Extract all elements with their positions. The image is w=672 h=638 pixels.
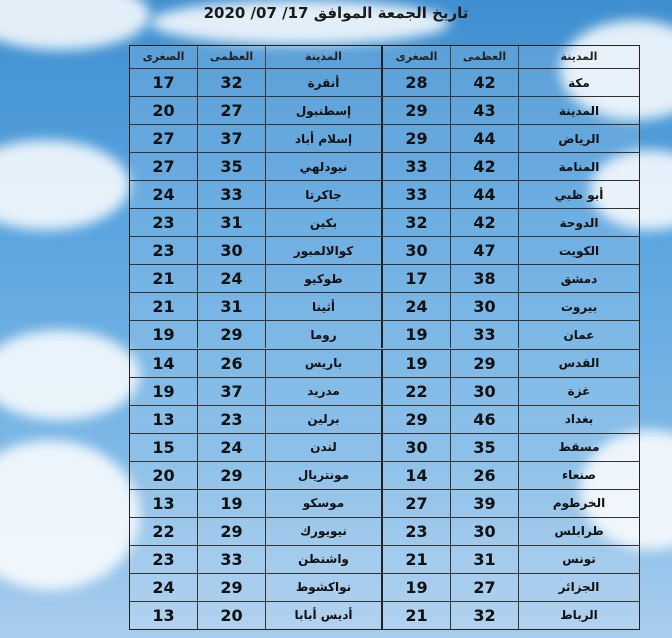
right-min-cell: 29: [383, 125, 451, 152]
right-max-cell: 31: [451, 546, 519, 573]
right-city-cell: الرياض: [558, 131, 600, 146]
left-max-cell: 37: [198, 125, 266, 152]
left-city-cell: أنقرة: [266, 69, 383, 96]
right-max-cell: 33: [451, 321, 519, 348]
right-city-cell: صنعاء: [562, 468, 596, 483]
left-city-cell: أديس أبابا: [266, 602, 383, 629]
table-row: [130, 264, 639, 292]
right-max-cell: 42: [451, 153, 519, 180]
right-city-cell: تونس: [562, 552, 596, 567]
left-min-cell: 17: [130, 69, 198, 96]
right-city-cell: الجزائر: [558, 580, 600, 595]
right-min-cell: 33: [383, 181, 451, 208]
left-min-cell: 27: [130, 125, 198, 152]
left-max-cell: 29: [198, 574, 266, 601]
left-min-cell: 15: [130, 434, 198, 461]
weather-table: [129, 45, 640, 630]
left-city-cell: نواكشوط: [266, 574, 383, 601]
right-city-cell: بيروت: [560, 299, 598, 314]
right-city-cell: مكة: [568, 75, 590, 90]
left-max-cell: 31: [198, 209, 266, 236]
table-row: [130, 405, 639, 433]
left-city-cell: برلين: [266, 406, 383, 433]
table-row: [130, 208, 639, 236]
right-max-cell: 32: [451, 602, 519, 629]
left-max-cell: 37: [198, 378, 266, 405]
left-city-cell: روما: [266, 321, 383, 348]
left-city-cell: جاكرتا: [266, 181, 383, 208]
left-city-cell: نيويورك: [266, 518, 383, 545]
table-row: [130, 96, 639, 124]
right-max-cell: 42: [451, 209, 519, 236]
left-city-cell: بكين: [266, 209, 383, 236]
cloud-decoration: [0, 330, 140, 420]
right-city-cell: طرابلس: [554, 524, 604, 539]
right-max-cell: 26: [451, 462, 519, 489]
right-max-cell: 44: [451, 181, 519, 208]
left-city-cell: أثينا: [266, 293, 383, 320]
table-row: [130, 545, 639, 573]
right-max-cell: 30: [451, 293, 519, 320]
right-city-cell: الرباط: [560, 608, 598, 623]
header-left-max: العظمى: [198, 46, 266, 68]
right-min-cell: 19: [383, 574, 451, 601]
right-city-cell: الدوحة: [559, 215, 599, 230]
left-max-cell: 35: [198, 153, 266, 180]
right-min-cell: 28: [383, 69, 451, 96]
right-max-cell: 42: [451, 69, 519, 96]
header-right-city: المدينة: [560, 50, 598, 63]
right-city-cell: القدس: [558, 356, 600, 371]
table-row: [130, 68, 639, 96]
right-city-cell: دمشق: [560, 271, 598, 286]
table-row: [130, 124, 639, 152]
left-max-cell: 19: [198, 490, 266, 517]
right-min-cell: 17: [383, 265, 451, 292]
right-min-cell: 23: [383, 518, 451, 545]
left-max-cell: 20: [198, 602, 266, 629]
left-min-cell: 27: [130, 153, 198, 180]
left-min-cell: 19: [130, 321, 198, 348]
right-min-cell: 22: [383, 378, 451, 405]
right-max-cell: 30: [451, 378, 519, 405]
left-max-cell: 24: [198, 434, 266, 461]
table-row: [130, 489, 639, 517]
table-row: [130, 573, 639, 601]
right-max-cell: 27: [451, 574, 519, 601]
left-city-cell: لندن: [266, 434, 383, 461]
left-max-cell: 31: [198, 293, 266, 320]
right-max-cell: 39: [451, 490, 519, 517]
left-max-cell: 29: [198, 462, 266, 489]
right-max-cell: 47: [451, 237, 519, 264]
cloud-decoration: [0, 440, 140, 590]
right-max-cell: 30: [451, 518, 519, 545]
header-left-min: الصغرى: [130, 46, 198, 68]
left-min-cell: 24: [130, 181, 198, 208]
left-min-cell: 20: [130, 97, 198, 124]
left-min-cell: 23: [130, 546, 198, 573]
table-row: [130, 349, 639, 377]
right-city-cell: بغداد: [564, 412, 594, 427]
left-max-cell: 33: [198, 181, 266, 208]
right-min-cell: 24: [383, 293, 451, 320]
right-min-cell: 33: [383, 153, 451, 180]
left-min-cell: 19: [130, 378, 198, 405]
page-title: تاريخ الجمعة الموافق 17/ 07/ 2020: [203, 4, 469, 22]
right-min-cell: 21: [383, 602, 451, 629]
right-city-cell: المنامة: [558, 159, 600, 174]
right-min-cell: 29: [383, 406, 451, 433]
left-city-cell: مدريد: [266, 378, 383, 405]
header-right-min: الصغرى: [383, 46, 451, 68]
left-max-cell: 33: [198, 546, 266, 573]
left-min-cell: 21: [130, 293, 198, 320]
table-row: [130, 517, 639, 545]
header-left-city: المدينة: [266, 46, 383, 68]
right-max-cell: 44: [451, 125, 519, 152]
table-row: [130, 292, 639, 320]
left-max-cell: 29: [198, 321, 266, 348]
table-header: [130, 46, 639, 68]
right-min-cell: 19: [383, 350, 451, 377]
left-city-cell: نيودلهي: [266, 153, 383, 180]
left-min-cell: 23: [130, 237, 198, 264]
left-city-cell: كوالالمبور: [266, 237, 383, 264]
table-row: [130, 377, 639, 405]
right-city-cell: الكويت: [558, 243, 600, 258]
table-row: [130, 180, 639, 208]
left-min-cell: 13: [130, 602, 198, 629]
left-city-cell: إسلام أباد: [266, 125, 383, 152]
left-max-cell: 23: [198, 406, 266, 433]
table-row: [130, 433, 639, 461]
right-min-cell: 27: [383, 490, 451, 517]
right-min-cell: 32: [383, 209, 451, 236]
right-min-cell: 29: [383, 97, 451, 124]
right-city-cell: غزة: [567, 384, 591, 399]
table-row: [130, 601, 639, 629]
right-city-cell: مسقط: [558, 440, 600, 455]
left-max-cell: 29: [198, 518, 266, 545]
left-max-cell: 24: [198, 265, 266, 292]
right-max-cell: 38: [451, 265, 519, 292]
left-city-cell: إسطنبول: [266, 97, 383, 124]
left-min-cell: 13: [130, 490, 198, 517]
right-max-cell: 43: [451, 97, 519, 124]
right-min-cell: 30: [383, 434, 451, 461]
left-city-cell: واشنطن: [266, 546, 383, 573]
right-min-cell: 30: [383, 237, 451, 264]
left-min-cell: 14: [130, 350, 198, 377]
right-city-cell: المدينة: [558, 103, 600, 118]
left-min-cell: 21: [130, 265, 198, 292]
left-min-cell: 13: [130, 406, 198, 433]
table-row: [130, 152, 639, 180]
cloud-decoration: [0, 140, 130, 230]
table-row: [130, 461, 639, 489]
left-city-cell: مونتريال: [266, 462, 383, 489]
right-city-cell: أبو ظبي: [554, 187, 604, 202]
right-max-cell: 46: [451, 406, 519, 433]
right-max-cell: 29: [451, 350, 519, 377]
right-city-cell: الخرطوم: [552, 496, 606, 511]
right-min-cell: 14: [383, 462, 451, 489]
left-max-cell: 27: [198, 97, 266, 124]
right-min-cell: 21: [383, 546, 451, 573]
left-city-cell: موسكو: [266, 490, 383, 517]
right-min-cell: 19: [383, 321, 451, 348]
right-city-cell: عمان: [563, 327, 595, 342]
header-right-max: العظمى: [451, 46, 519, 68]
left-min-cell: 22: [130, 518, 198, 545]
left-max-cell: 26: [198, 350, 266, 377]
right-max-cell: 35: [451, 434, 519, 461]
left-min-cell: 20: [130, 462, 198, 489]
table-row: [130, 236, 639, 264]
left-min-cell: 24: [130, 574, 198, 601]
left-max-cell: 30: [198, 237, 266, 264]
table-row: [130, 320, 639, 348]
left-max-cell: 32: [198, 69, 266, 96]
left-city-cell: باريس: [266, 350, 383, 377]
left-city-cell: طوكيو: [266, 265, 383, 292]
left-min-cell: 23: [130, 209, 198, 236]
